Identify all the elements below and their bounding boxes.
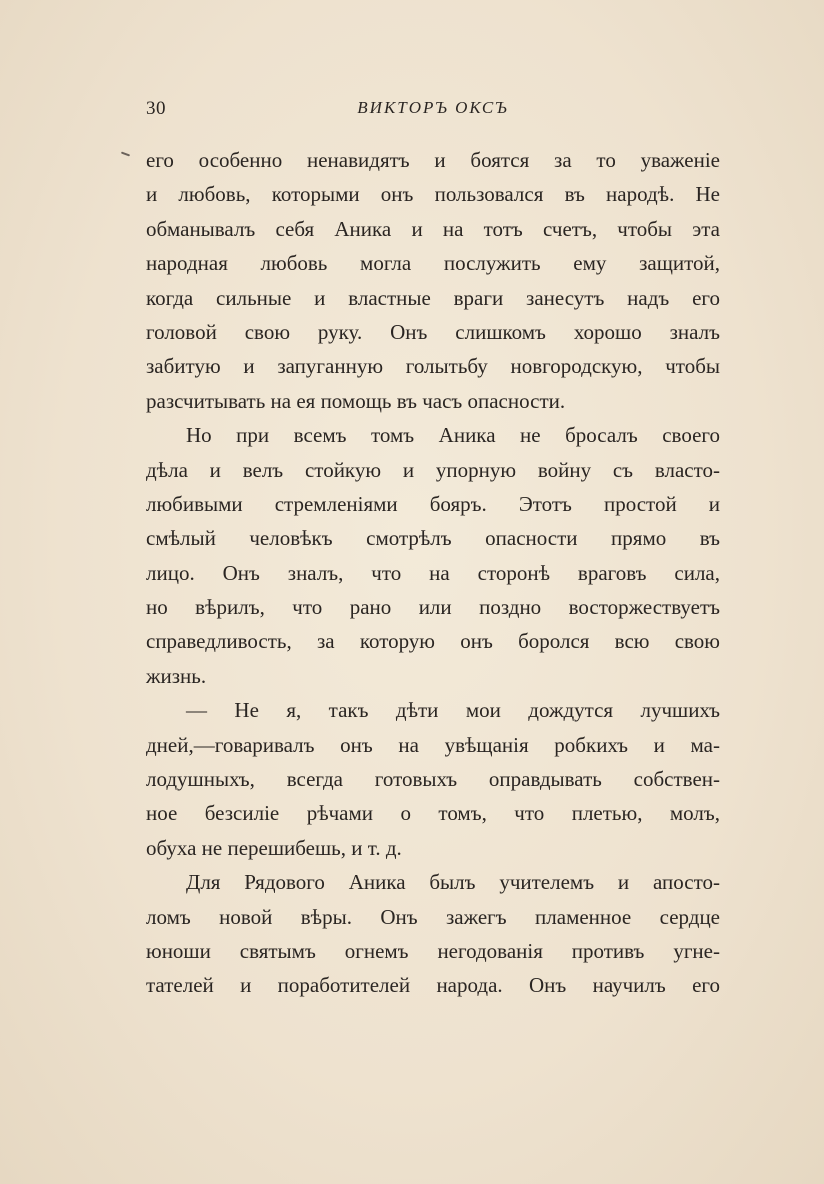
text-line: ное безсиліе рѣчами о томъ, что плетью, молъ,: [146, 801, 720, 826]
text-line: разсчитывать на ея помощь въ часъ опасности.: [146, 388, 566, 413]
paragraph: [146, 418, 720, 693]
text-line: — Не я, такъ дѣти мои дождутся лучшихъ: [186, 698, 720, 723]
text-line: справедливость, за которую онъ боролся всю свою: [146, 629, 720, 654]
text-line: обуха не перешибешь, и т. д.: [146, 835, 402, 860]
text-line: лицо. Онъ зналъ, что на сторонѣ враговъ сила,: [146, 560, 720, 585]
page-number: 30: [146, 98, 166, 119]
paragraph: [146, 865, 720, 1003]
text-line: когда сильные и властные враги занесутъ надъ его: [146, 285, 720, 310]
text-line: Для Рядового Аника былъ учителемъ и апосто-: [186, 870, 720, 895]
running-title: ВИКТОРЪ ОКСЪ: [357, 98, 509, 117]
ink-speck: [121, 152, 130, 157]
text-line: и любовь, которыми онъ пользовался въ народѣ. Не: [146, 182, 720, 207]
text-line: жизнь.: [146, 663, 207, 688]
text-line: забитую и запуганную голытьбу новгородскую, чтобы: [146, 354, 720, 379]
text-line: лодушныхъ, всегда готовыхъ оправдывать собствен-: [146, 767, 720, 792]
text-line: народная любовь могла послужить ему защитой,: [146, 251, 720, 276]
body-text: [146, 143, 720, 1003]
paragraph: [146, 143, 720, 418]
text-line: головой свою руку. Онъ слишкомъ хорошо зналъ: [146, 319, 720, 344]
text-line: ломъ новой вѣры. Онъ зажегъ пламенное сердце: [146, 904, 720, 929]
text-line: любивыми стремленіями бояръ. Этотъ простой и: [146, 491, 720, 516]
page-header: [146, 98, 720, 130]
text-line: его особенно ненавидятъ и боятся за то уваженіе: [146, 148, 720, 172]
text-line: смѣлый человѣкъ смотрѣлъ опасности прямо въ: [146, 526, 720, 551]
text-line: Но при всемъ томъ Аника не бросалъ своего: [186, 423, 720, 448]
text-line: дѣла и велъ стойкую и упорную войну съ власто-: [146, 457, 720, 482]
text-line: но вѣрилъ, что рано или поздно восторжествуетъ: [146, 595, 720, 620]
text-line: юноши святымъ огнемъ негодованія противъ угне-: [146, 938, 720, 963]
text-line: тателей и поработителей народа. Онъ научилъ его: [146, 973, 720, 998]
text-line: дней,—говаривалъ онъ на увѣщанія робкихъ и ма-: [146, 732, 720, 757]
text-line: обманывалъ себя Аника и на тотъ счетъ, чтобы эта: [146, 216, 720, 241]
paragraph: [146, 693, 720, 865]
